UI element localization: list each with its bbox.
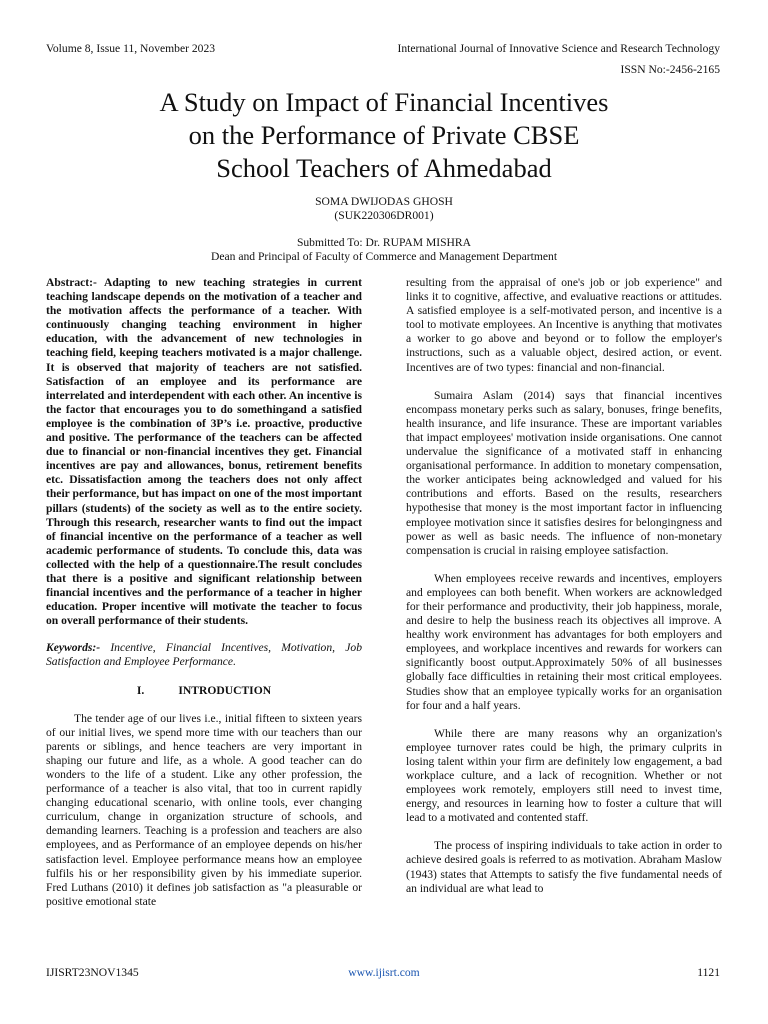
affiliation: Dean and Principal of Faculty of Commerce and Management Department	[210, 250, 558, 263]
keywords-label: Keywords:-	[46, 641, 101, 655]
journal-name-label: International Journal of Innovative Science and Research Technology	[397, 42, 720, 55]
body-paragraph: When employees receive rewards and incentives, employers and employees can both benefit. When workers are acknowledged for their performance and productivity, their job happiness, morale, and desire to help the business reach its objectives all improve. A healthy work environment has advantages for both employers and employees, and workplace incentives and rewards for workers can significantly boost output.Approximately 50% of all businesses globally face difficulties in retaining their most critical employees. Studies show that an employee typically works for an organisation for four and a half years.	[406, 571, 722, 712]
right-column	[406, 276, 722, 896]
footer-paper-id: IJISRT23NOV1345	[46, 966, 139, 979]
section-title: INTRODUCTION	[178, 683, 272, 697]
title-line: School Teachers of Ahmedabad	[216, 153, 552, 183]
footer-page-number: 1121	[697, 966, 720, 979]
body-paragraph: resulting from the appraisal of one's job or job experience" and links it to cognitive, affective, and evaluative reactions or attitudes. A satisfied employee is a self-motivated person, and incentive is a tool to motivate employees. An Incentive is anything that motivates a worker to go above and beyond or to follow the employer's instructions, such as a valuable object, desired action, or event. Incentives are of two types: financial and non-financial.	[406, 276, 722, 374]
title-line: on the Performance of Private CBSE	[188, 120, 580, 150]
left-column	[46, 276, 362, 909]
author-name: SOMA DWIJODAS GHOSH	[315, 195, 453, 208]
submitted-to: Submitted To: Dr. RUPAM MISHRA	[296, 236, 472, 249]
author-id: (SUK220306DR001)	[334, 209, 434, 222]
title-line: A Study on Impact of Financial Incentives	[159, 87, 609, 117]
issn-label: ISSN No:-2456-2165	[620, 63, 720, 76]
keywords-paragraph	[46, 641, 362, 669]
footer-website-link[interactable]: www.ijisrt.com	[348, 966, 420, 979]
body-paragraph: While there are many reasons why an organization's employee turnover rates could be high, the primary culprits in losing talent within your firm are definitely low engagement, a bad workplace culture, and a lack of recognition. Whether or not employees work remotely, employers still need to invest time, energy, and resources in learning how to foster a culture that will lead to a motivated and contented staff.	[406, 726, 722, 825]
section-heading	[46, 684, 362, 698]
paper-title	[0, 86, 768, 185]
section-number: I.	[136, 683, 145, 697]
volume-issue-label: Volume 8, Issue 11, November 2023	[46, 42, 216, 55]
intro-paragraph: The tender age of our lives i.e., initial fifteen to sixteen years of our initial lives, we spend more time with our teachers than our parents or siblings, and hence teachers are very important in shaping our future and life, as a whole. A good teacher can do wonders to the life of a student. Like any other profession, the performance of a teacher is also vital, that too in current rapidly changing educational scenario, with online tools, ever changing curriculum, change in organization structure of schools, and demanding learners. Teaching is a profession and teachers are also employees, and as Performance of an employee depends on his/her satisfaction level. Employee performance means how an employee fulfils his or her responsibility given by his immediate superior. Fred Luthans (2010) it defines job satisfaction as "a pleasurable or positive emotional state	[46, 711, 362, 908]
abstract-paragraph: Abstract:- Adapting to new teaching strategies in current teaching landscape depends on the motivation of a teacher and the motivation affects the performance of a teacher. With continuously changing teaching environment in higher education, with the advancement of new technologies in teaching field, keeping teachers motivated is a major challenge. It is observed that majority of teachers are not satisfied. Satisfaction of an employee and its performance are interrelated and interdependent with each other. An incentive is the factor that encourages you to do somethingand a satisfied employee is the combination of 3P’s i.e. proactive, productive and positive. The performance of the teachers can be affected due to financial or non-financial incentives they get. Financial incentives are pay and allowances, bonus, retirement benefits etc. Dissatisfaction among the teachers does not only affect their performance, but has impact on one of the most important pillars (students) of the society as well as to the entire society. Through this research, researcher wants to find out the impact of financial incentive on the performance of a teacher as well academic performance of students. To conclude this, data was collected with the help of a questionnaire.The result concludes that there is a positive and significant relationship between financial incentives and the performance of a teacher in higher education. Proper incentive will motivate the teacher to focus on overall performance of their students.	[46, 276, 362, 628]
body-paragraph: Sumaira Aslam (2014) says that financial incentives encompass monetary perks such as salary, bonuses, fringe benefits, health insurance, and life insurance. These are important variables that impact employees' motivation inside organisations. One cannot undervalue the significance of a motivated staff in enhancing organisational performance. In addition to monetary compensation, the worker anticipates being acknowledged and valued for his contributions and efforts. Based on the results, researchers hypothesise that money is the most important factor in influencing employee motivation since it satisfies desires for belongingness and power as well as basic needs. The influence of non-monetary compensation is crucial in raising employee satisfaction.	[406, 388, 722, 557]
keywords-text: Incentive, Financial Incentives, Motivation, Job Satisfaction and Employee Performance.	[46, 641, 362, 669]
body-paragraph: The process of inspiring individuals to take action in order to achieve desired goals is referred to as motivation. Abraham Maslow (1943) states that Attempts to satisfy the five fundamental needs of an individual are what lead to	[406, 839, 722, 895]
